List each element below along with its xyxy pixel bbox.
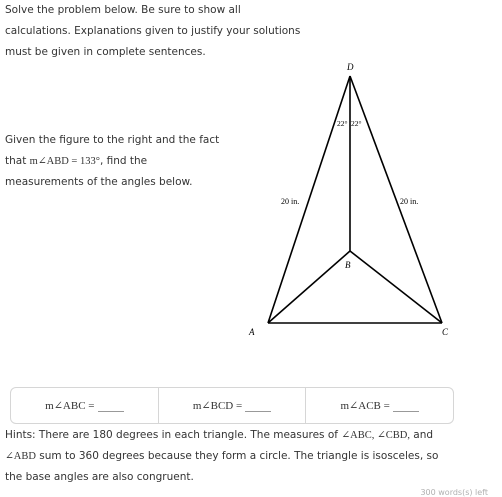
- answer-input-bcd[interactable]: [245, 400, 271, 412]
- answer-label-abc: m∠ABC =: [45, 400, 95, 412]
- word-counter: 300 words(s) left: [420, 488, 488, 497]
- side-label-DC: 20 in.: [400, 197, 419, 206]
- triangle-figure: [240, 55, 470, 345]
- answer-label-acb: m∠ACB =: [340, 400, 390, 412]
- hints-part1: Hints: There are 180 degrees in each triangle. The measures of: [5, 429, 342, 441]
- answer-cell-bcd: [159, 388, 307, 423]
- hints-part2: sum to 360 degrees because they form a circle. The triangle is isosceles, so the base angles are also congruent.: [5, 450, 439, 483]
- answer-input-abc[interactable]: [98, 400, 124, 412]
- angle-label-left: 22°: [337, 119, 348, 128]
- hints-abd: ∠ABD: [5, 451, 36, 462]
- answer-row: [10, 387, 454, 424]
- hints-and: and: [409, 429, 434, 441]
- given-prefix: Given the figure to the right and the fact that: [5, 134, 220, 167]
- instructions-text: Solve the problem below. Be sure to show all calculations. Explanations given to justify your solutions must be given in complete sentences.: [5, 4, 301, 58]
- label-C: C: [442, 327, 449, 337]
- label-D: D: [347, 62, 354, 72]
- answer-input-acb[interactable]: [393, 400, 419, 412]
- given-suffix: , find the measurements of the angles below.: [5, 155, 193, 188]
- side-label-DA: 20 in.: [281, 197, 300, 206]
- answer-label-bcd: m∠BCD =: [192, 400, 243, 412]
- hints-text: [5, 425, 450, 488]
- given-fact: m∠ABD = 133°: [29, 156, 100, 167]
- angle-label-right: 22°: [351, 119, 362, 128]
- label-A: A: [249, 327, 255, 337]
- answer-cell-abc: [11, 388, 159, 423]
- hints-angles: ∠ABC, ∠CBD,: [341, 430, 410, 441]
- answer-cell-acb: [306, 388, 453, 423]
- given-statement: [5, 130, 225, 193]
- label-B: B: [345, 260, 351, 270]
- side-DC: [350, 76, 442, 323]
